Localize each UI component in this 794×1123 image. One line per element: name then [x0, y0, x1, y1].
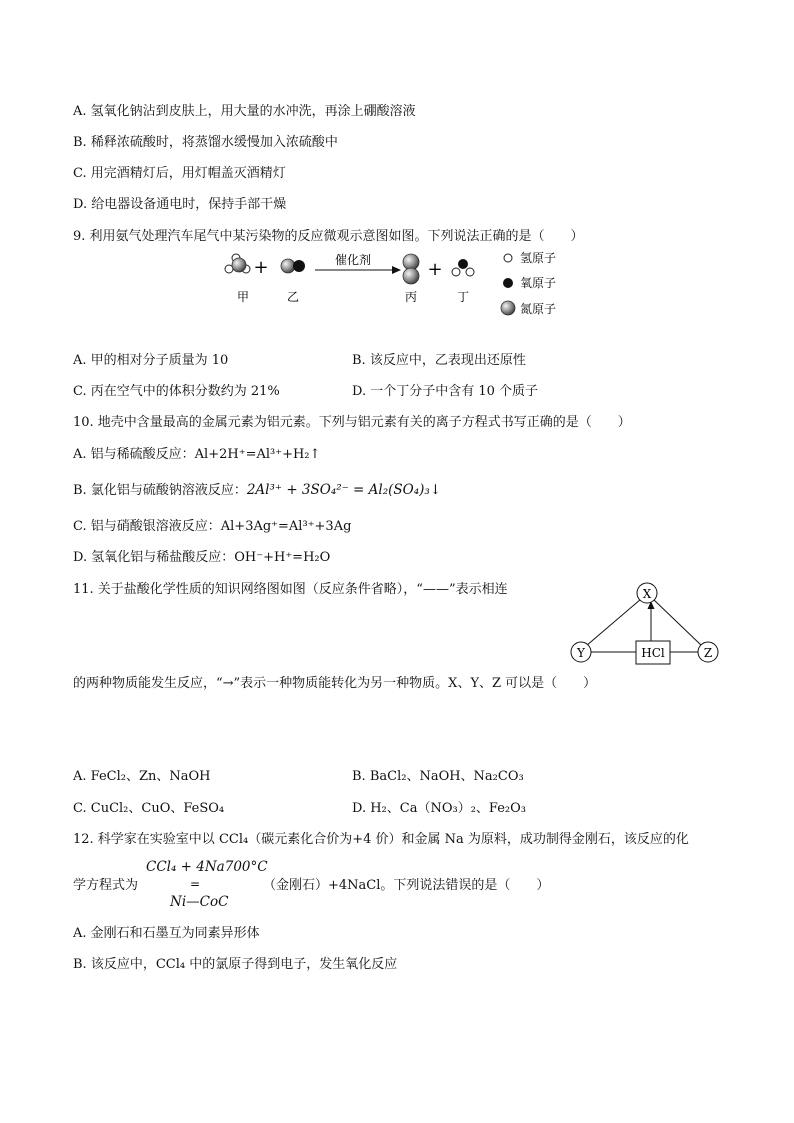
q12-option-a: A. 金刚石和石墨互为同素异形体 [73, 926, 260, 941]
n2-molecule [403, 254, 419, 284]
q9-option-a: A. 甲的相对分子质量为 10 [73, 353, 229, 368]
q12-stem-line1: 12. 科学家在实验室中以 CCl₄（碳元素化合价为+4 价）和金属 Na 为原料，成功制得金刚石，该反应的化 [73, 832, 689, 847]
q8-option-b: B. 稀释浓硫酸时，将蒸馏水缓慢加入浓硫酸中 [73, 135, 338, 150]
q12-equation-bottom: Ni—CoC [170, 894, 229, 910]
q12-stem2-prefix: 学方程式为 [73, 878, 139, 893]
catalyst-label: 催化剂 [334, 253, 372, 267]
q9-reaction-diagram [220, 250, 794, 325]
oxygen-atom-icon [503, 278, 513, 288]
q12-equation-top: CCl₄ + 4Na700°C [146, 859, 268, 875]
q10-stem: 10. 地壳中含量最高的金属元素为铝元素。下列与铝元素有关的离子方程式书写正确的是（ ） [73, 415, 631, 430]
nitrogen-atom-icon [501, 301, 515, 315]
node-x-label: X [642, 587, 652, 601]
q10-option-c-text: C. 铝与硝酸银溶液反应： [73, 519, 221, 534]
q11-option-a: A. FeCl₂、Zn、NaOH [73, 769, 211, 784]
q8-option-a: A. 氢氧化钠沾到皮肤上，用大量的水冲洗，再涂上硼酸溶液 [73, 104, 416, 119]
q10-option-b-text: B. 氯化铝与硫酸钠溶液反应： [73, 483, 247, 498]
q10-option-a-equation: Al+2H⁺=Al³⁺+H₂↑ [194, 447, 321, 462]
q12-equation-mid: = [190, 877, 201, 891]
q11-option-d: D. H₂、Ca（NO₃）₂、Fe₂O₃ [352, 801, 527, 816]
legend-hydrogen: 氢原子 [520, 251, 557, 265]
q10-option-d-equation: OH⁻+H⁺=H₂O [234, 550, 331, 565]
hcl-network-diagram [565, 580, 725, 670]
node-hcl-label: HCl [641, 646, 665, 660]
label-ding: 丁 [456, 290, 470, 304]
legend-nitrogen: 氮原子 [520, 302, 557, 316]
hydrogen-atom-icon [504, 254, 512, 262]
q10-option-a [73, 446, 320, 464]
q11-stem-line2: 的两种物质能发生反应，“→”表示一种物质能转化为另一种物质。X、Y、Z 可以是（ ） [73, 676, 597, 691]
q10-option-a-text: A. 铝与稀硫酸反应： [73, 447, 195, 462]
q8-option-c: C. 用完酒精灯后，用灯帽盖灭酒精灯 [73, 166, 286, 181]
node-z-label: Z [703, 646, 713, 660]
q12-stem2-suffix: （金刚石）+4NaCl。下列说法错误的是（ ） [263, 878, 550, 893]
q10-option-c-equation: Al+3Ag⁺=Al³⁺+3Ag [220, 519, 352, 534]
q9-option-d: D. 一个丁分子中含有 10 个质子 [352, 384, 539, 399]
q9-option-b: B. 该反应中，乙表现出还原性 [352, 353, 526, 368]
node-y-label: Y [577, 646, 585, 660]
h2o-molecule [452, 259, 474, 276]
q8-option-d: D. 给电器设备通电时，保持手部干燥 [73, 197, 287, 212]
q12-option-b: B. 该反应中，CCl₄ 中的氯原子得到电子，发生氧化反应 [73, 957, 398, 972]
q9-option-c: C. 丙在空气中的体积分数约为 21% [73, 384, 280, 399]
q9-stem: 9. 利用氨气处理汽车尾气中某污染物的反应微观示意图如图。下列说法正确的是（ ） [73, 229, 584, 244]
plus-sign-2: + [427, 259, 443, 280]
q10-option-b [73, 481, 441, 500]
legend-oxygen: 氧原子 [520, 276, 557, 290]
q11-option-c: C. CuCl₂、CuO、FeSO₄ [73, 801, 225, 816]
q10-option-b-equation: 2Al³⁺ + 3SO₄²⁻ = Al₂(SO₄)₃↓ [246, 482, 442, 498]
label-bing: 丙 [404, 290, 418, 304]
label-yi: 乙 [286, 290, 300, 304]
label-jia: 甲 [236, 290, 250, 304]
q11-stem-line1: 11. 关于盐酸化学性质的知识网络图如图（反应条件省略），“——”表示相连 [73, 582, 508, 597]
q10-option-c [73, 518, 351, 536]
q11-option-b: B. BaCl₂、NaOH、Na₂CO₃ [352, 769, 524, 784]
no-molecule [281, 259, 305, 273]
q10-option-d-text: D. 氢氧化铝与稀盐酸反应： [73, 550, 235, 565]
nh3-molecule [225, 254, 250, 273]
plus-sign-1: + [253, 257, 269, 278]
q10-option-d [73, 549, 330, 567]
